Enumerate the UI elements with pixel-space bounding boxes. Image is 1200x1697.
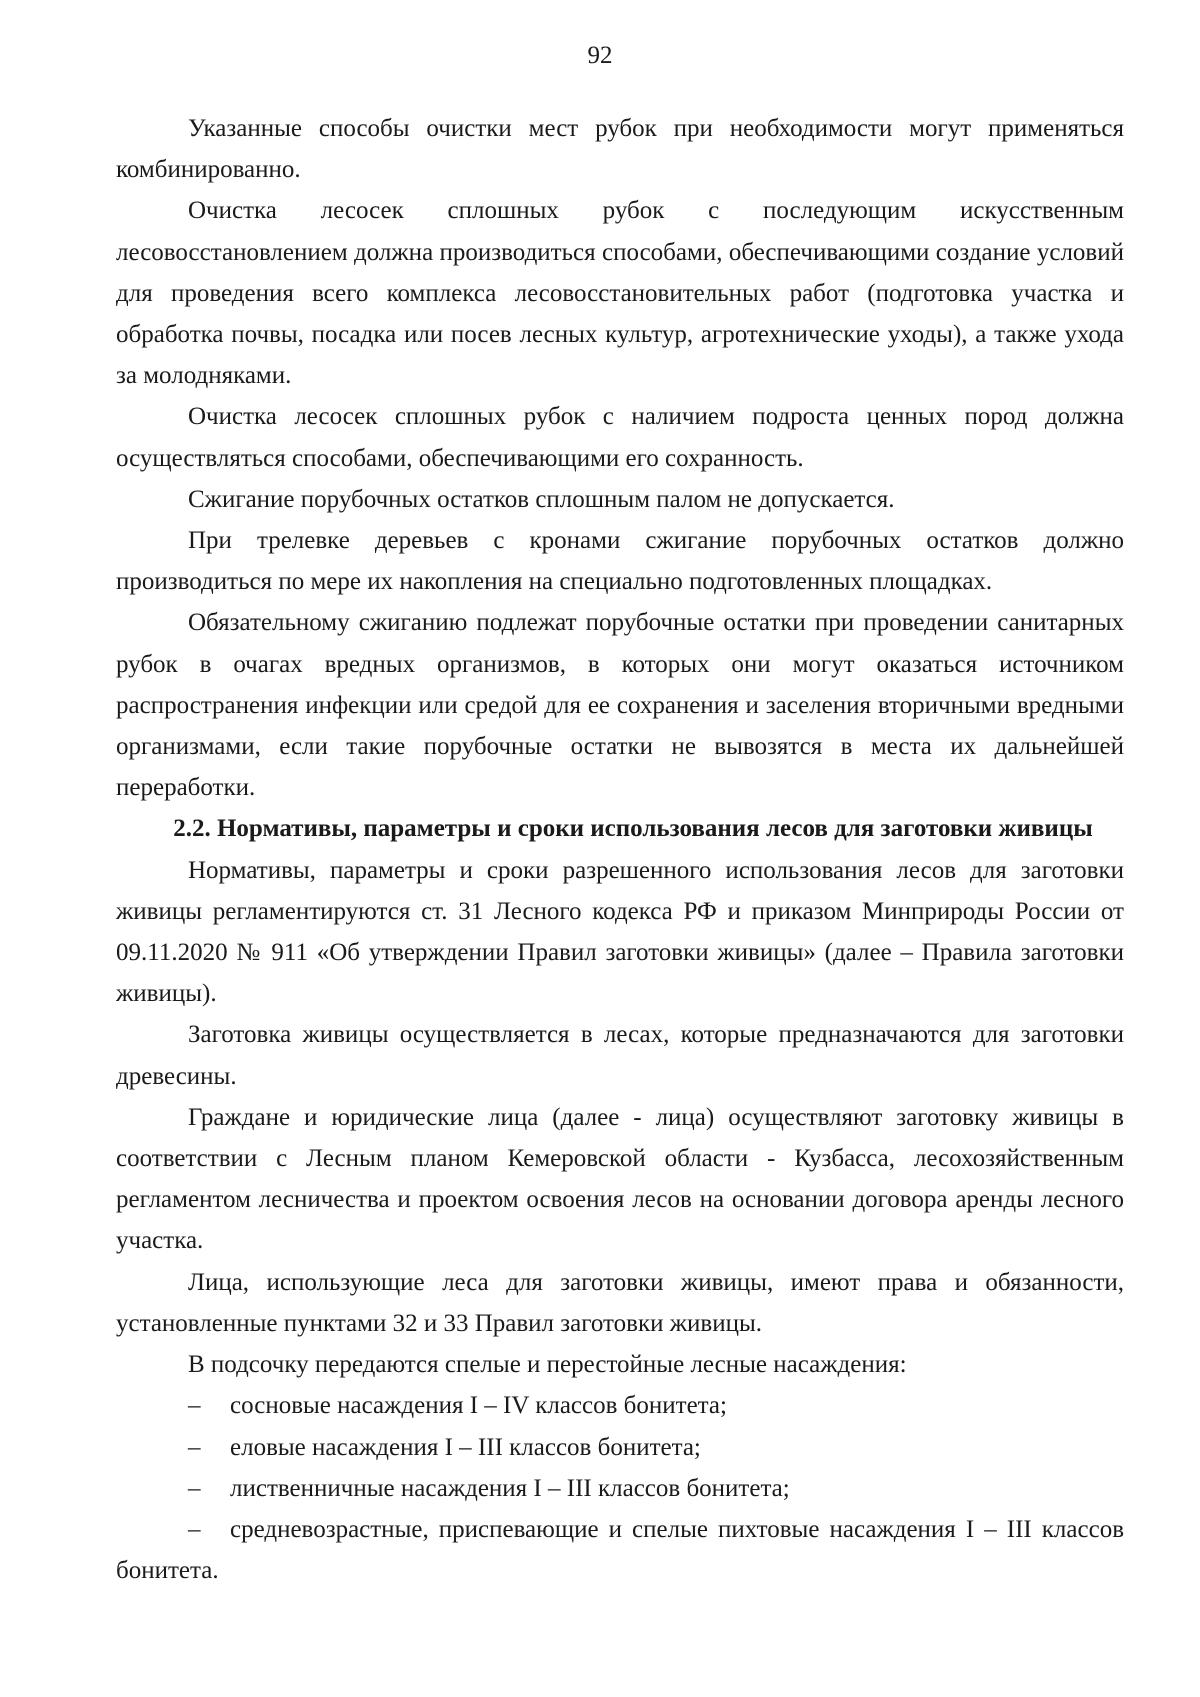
list-dash: – bbox=[188, 1433, 201, 1461]
section-heading: 2.2. Нормативы, параметры и сроки использования лесов для заготовки живицы bbox=[173, 815, 1093, 843]
paragraph: Сжигание порубочных остатков сплошным палом не допускается. bbox=[188, 485, 895, 513]
list-item-text: лиственничные насаждения I – III классов бонитета; bbox=[230, 1474, 790, 1502]
paragraph: Лица, использующие леса для заготовки живицы, имеют права и обязанности, установленные пунктами 32 и 33 Правил заготовки живицы. bbox=[116, 1268, 1124, 1337]
paragraph: Указанные способы очистки мест рубок при необходимости могут применяться комбинированно. bbox=[116, 115, 1124, 184]
list-dash: – bbox=[188, 1515, 201, 1543]
paragraph: Граждане и юридические лица (далее - лица) осуществляют заготовку живицы в соответствии с Лесным планом Кемеровской области - Кузбасса, лесохозяйственным регламентом лесничества и проектом освоения лесов на основании договора аренды лесного участка. bbox=[116, 1103, 1124, 1255]
page-content bbox=[116, 108, 1124, 1591]
paragraph: Очистка лесосек сплошных рубок с наличием подроста ценных пород должна осуществляться способами, обеспечивающими его сохранность. bbox=[116, 403, 1124, 472]
paragraph: Нормативы, параметры и сроки разрешенного использования лесов для заготовки живицы регламентируются ст. 31 Лесного кодекса РФ и приказом Минприроды России от 09.11.2020 № 911 «Об утверждении Правил заготовки живицы» (далее – Правила заготовки живицы). bbox=[116, 856, 1124, 1008]
paragraph: Очистка лесосек сплошных рубок с последующим искусственным лесовосстановлением должна производиться способами, обеспечивающими создание условий для проведения всего комплекса лесовосстановительных работ (подготовка участка и обработка почвы, посадка или посев лесных культур, агротехнические уходы), а также ухода за молодняками. bbox=[116, 197, 1124, 390]
list-item bbox=[116, 1385, 1124, 1426]
list-item bbox=[116, 1427, 1124, 1468]
paragraph: Обязательному сжиганию подлежат порубочные остатки при проведении санитарных рубок в очагах вредных организмов, в которых они могут оказаться источником распространения инфекции или средой для ее сохранения и заселения вторичными вредными организмами, если такие порубочные остатки не вывозятся в места их дальнейшей переработки. bbox=[116, 609, 1124, 802]
paragraph: При трелевке деревьев с кронами сжигание порубочных остатков должно производиться по мере их накопления на специально подготовленных площадках. bbox=[116, 527, 1124, 596]
list-dash: – bbox=[188, 1392, 201, 1420]
list-item bbox=[116, 1509, 1124, 1591]
list-item-text: средневозрастные, приспевающие и спелые пихтовые насаждения I – III классов бонитета. bbox=[116, 1515, 1124, 1585]
paragraph: Заготовка живицы осуществляется в лесах, которые предназначаются для заготовки древесины. bbox=[116, 1021, 1124, 1090]
list-item bbox=[116, 1468, 1124, 1509]
paragraph: В подсочку передаются спелые и перестойные лесные насаждения: bbox=[188, 1351, 907, 1379]
list-item-text: сосновые насаждения I – IV классов бонитета; bbox=[230, 1392, 727, 1420]
page-number: 92 bbox=[587, 42, 613, 69]
list-item-text: еловые насаждения I – III классов бонитета; bbox=[230, 1433, 701, 1461]
list-dash: – bbox=[188, 1474, 201, 1502]
